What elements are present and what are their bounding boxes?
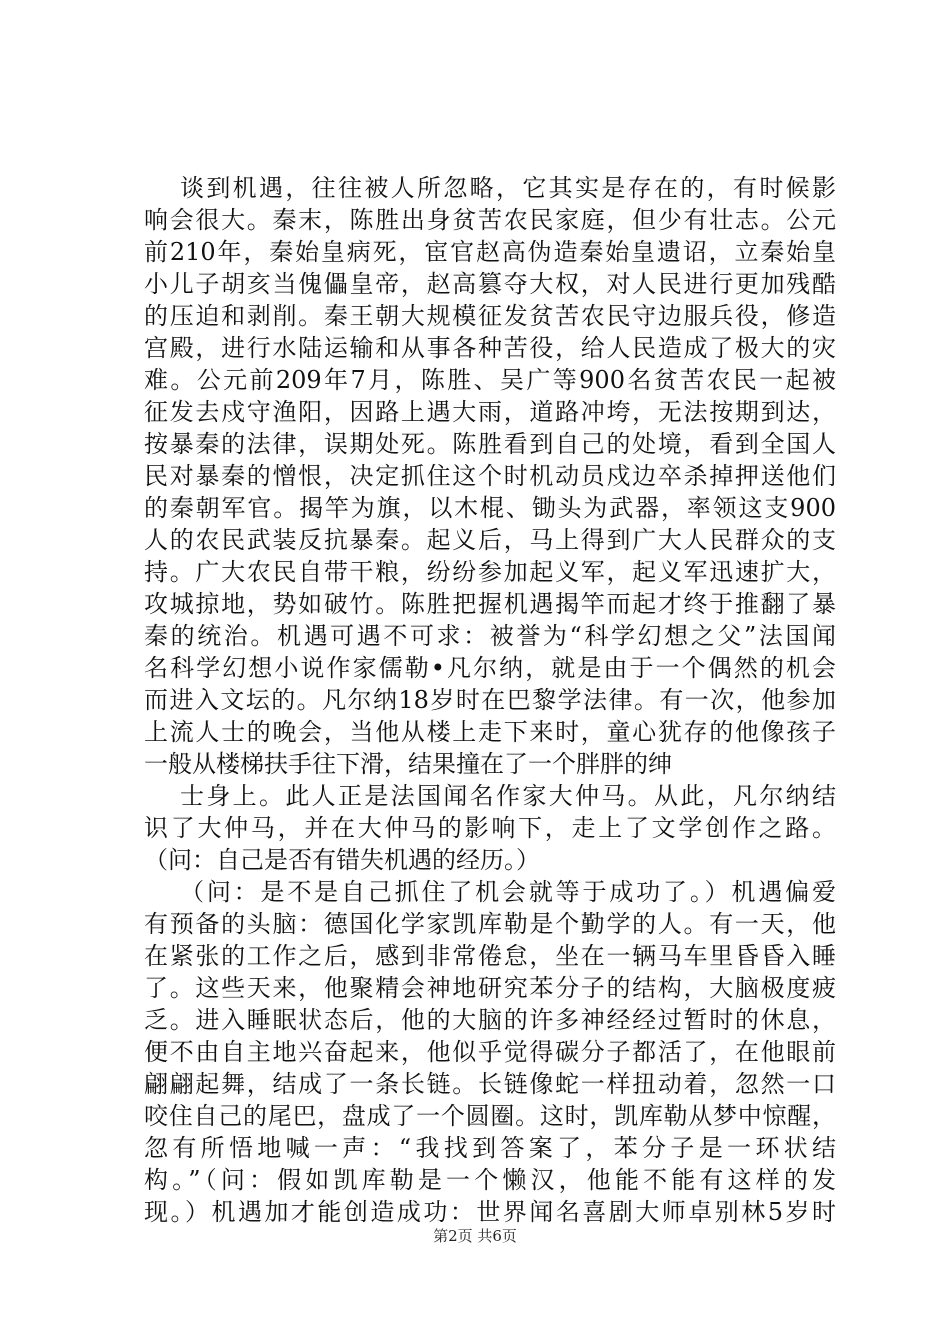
text-line: 翩翩起舞，结成了一条长链。长链像蛇一样扭动着，忽然一口 bbox=[144, 1070, 836, 1098]
text-line: 现。）机遇加才能创造成功：世界闻名喜剧大师卓别林5岁时 bbox=[144, 1198, 836, 1226]
text-line: 识了大仲马，并在大仲马的影响下，走上了文学创作之路。 bbox=[144, 814, 836, 842]
text-line: 攻城掠地，势如破竹。陈胜把握机遇揭竿而起才终于推翻了暴 bbox=[144, 590, 836, 618]
text-line: 持。广大农民自带干粮，纷纷参加起义军，起义军迅速扩大， bbox=[144, 558, 836, 586]
text-line: 便不由自主地兴奋起来，他似乎觉得碳分子都活了，在他眼前 bbox=[144, 1038, 836, 1066]
text-line: 秦的统治。机遇可遇不可求：被誉为“科学幻想之父”法国闻 bbox=[144, 622, 836, 650]
text-line: （问：自己是否有错失机遇的经历。） bbox=[144, 846, 540, 874]
text-line: 人的农民武装反抗暴秦。起义后，马上得到广大人民群众的支 bbox=[144, 526, 836, 554]
text-line: 忽有所悟地喊一声：“我找到答案了，苯分子是一环状结 bbox=[144, 1134, 836, 1162]
text-line: 宫殿，进行水陆运输和从事各种苦役，给人民造成了极大的灾 bbox=[144, 334, 836, 362]
text-line: 响会很大。秦末，陈胜出身贫苦农民家庭，但少有壮志。公元 bbox=[144, 206, 836, 234]
text-line: 征发去戍守渔阳，因路上遇大雨，道路冲垮，无法按期到达， bbox=[144, 398, 836, 426]
text-line: 了。这些天来，他聚精会神地研究苯分子的结构，大脑极度疲 bbox=[144, 974, 836, 1002]
text-line: 谈到机遇，往往被人所忽略，它其实是存在的，有时候影 bbox=[180, 174, 836, 202]
text-line: 构。”（问：假如凯库勒是一个懒汉，他能不能有这样的发 bbox=[144, 1166, 836, 1194]
text-line: （问：是不是自己抓住了机会就等于成功了。）机遇偏爱 bbox=[180, 878, 836, 906]
text-line: 按暴秦的法律，误期处死。陈胜看到自己的处境，看到全国人 bbox=[144, 430, 836, 458]
text-line: 乏。进入睡眠状态后，他的大脑的许多神经经过暂时的休息， bbox=[144, 1006, 836, 1034]
text-line: 的秦朝军官。揭竿为旗，以木棍、锄头为武器，率领这支900 bbox=[144, 494, 836, 522]
text-line: 一般从楼梯扶手往下滑，结果撞在了一个胖胖的绅 bbox=[144, 750, 672, 778]
text-line: 咬住自己的尾巴，盘成了一个圆圈。这时，凯库勒从梦中惊醒， bbox=[144, 1102, 836, 1130]
text-line: 士身上。此人正是法国闻名作家大仲马。从此，凡尔纳结 bbox=[180, 782, 836, 810]
page-footer bbox=[0, 1226, 950, 1246]
text-line: 的压迫和剥削。秦王朝大规模征发贫苦农民守边服兵役，修造 bbox=[144, 302, 836, 330]
body-text bbox=[144, 172, 836, 1228]
text-line: 前210年，秦始皇病死，宦官赵高伪造秦始皇遗诏，立秦始皇 bbox=[144, 238, 836, 266]
text-line: 有预备的头脑：德国化学家凯库勒是个勤学的人。有一天，他 bbox=[144, 910, 836, 938]
text-line: 而进入文坛的。凡尔纳18岁时在巴黎学法律。有一次，他参加 bbox=[144, 686, 836, 714]
text-line: 小儿子胡亥当傀儡皇帝，赵高篡夺大权，对人民进行更加残酷 bbox=[144, 270, 836, 298]
page-number-label: 第2页 共6页 bbox=[433, 1227, 517, 1245]
text-line: 上流人士的晚会，当他从楼上走下来时，童心犹存的他像孩子 bbox=[144, 718, 836, 746]
text-line: 名科学幻想小说作家儒勒•凡尔纳，就是由于一个偶然的机会 bbox=[144, 654, 836, 682]
text-line: 难。公元前209年7月，陈胜、吴广等900名贫苦农民一起被 bbox=[144, 366, 836, 394]
text-line: 民对暴秦的憎恨，决定抓住这个时机动员戍边卒杀掉押送他们 bbox=[144, 462, 836, 490]
text-line: 在紧张的工作之后，感到非常倦怠，坐在一辆马车里昏昏入睡 bbox=[144, 942, 836, 970]
